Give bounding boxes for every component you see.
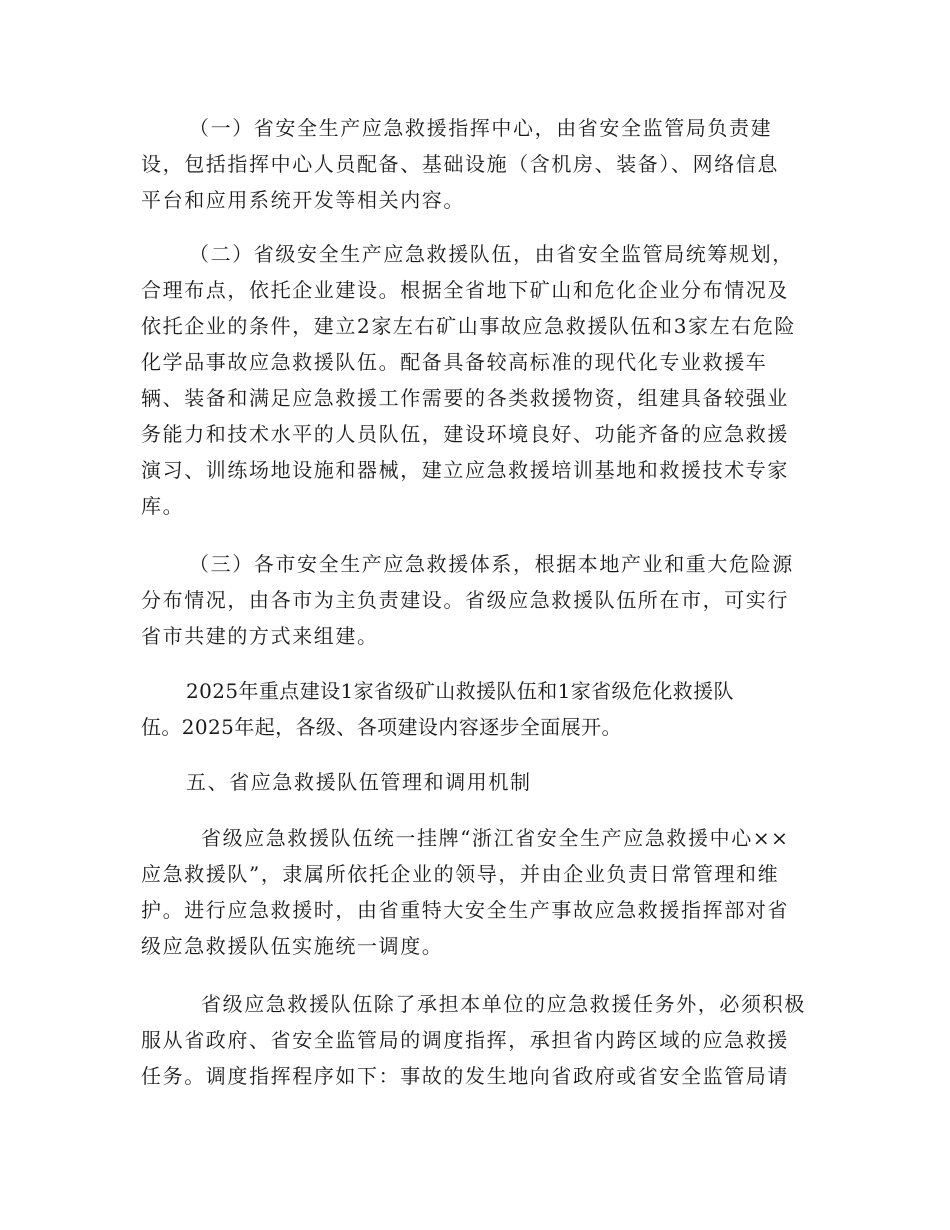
paragraph-line: 省级应急救援队伍除了承担本单位的应急救援任务外，必须积极 xyxy=(201,992,806,1016)
paragraph-line: 应急救援队”，隶属所依托企业的领导，并由企业负责日常管理和维 xyxy=(141,862,780,886)
paragraph-line: 库。 xyxy=(141,494,185,518)
paragraph-line: 演习、训练场地设施和器械，建立应急救援培训基地和救援技术专家 xyxy=(141,458,789,482)
paragraph-line: （二）省级安全生产应急救援队伍，由省安全监管局统筹规划， xyxy=(189,242,794,266)
paragraph-line: 任务。调度指挥程序如下：事故的发生地向省政府或省安全监管局请 xyxy=(141,1064,789,1088)
paragraph-line: 化学品事故应急救援队伍。配备具备较高标准的现代化专业救援车 xyxy=(141,350,768,374)
paragraph-line: 设，包括指挥中心人员配备、基础设施（含机房、装备）、网络信息 xyxy=(141,152,779,176)
paragraph-line: 省级应急救援队伍统一挂牌“浙江省安全生产应急救援中心×× xyxy=(201,826,790,850)
paragraph-line: 护。进行应急救援时，由省重特大安全生产事故应急救援指挥部对省 xyxy=(141,898,789,922)
paragraph-line: （一）省安全生产应急救援指挥中心，由省安全监管局负责建 xyxy=(189,116,773,140)
paragraph-line: 辆、装备和满足应急救援工作需要的各类救援物资，组建具备较强业 xyxy=(141,386,789,410)
paragraph-line: 务能力和技术水平的人员队伍，建设环境良好、功能齐备的应急救援 xyxy=(141,422,789,446)
paragraph-line: 伍。2025年起，各级、各项建设内容逐步全面展开。 xyxy=(141,715,622,739)
paragraph-line: 级应急救援队伍实施统一调度。 xyxy=(141,934,444,958)
section-heading-text: 五、省应急救援队伍管理和调用机制 xyxy=(186,770,532,794)
paragraph-line: 平台和应用系统开发等相关内容。 xyxy=(141,188,465,212)
paragraph-line: 服从省政府、省安全监管局的调度指挥，承担省内跨区域的应急救援 xyxy=(141,1028,789,1052)
paragraph-line: 省市共建的方式来组建。 xyxy=(141,624,379,648)
paragraph-line: 分布情况，由各市为主负责建设。省级应急救援队伍所在市，可实行 xyxy=(141,588,789,612)
paragraph-line: 依托企业的条件，建立2家左右矿山事故应急救援队伍和3家左右危险 xyxy=(141,314,797,338)
paragraph-line: 2025年重点建设1家省级矿山救援队伍和1家省级危化救援队 xyxy=(186,679,734,703)
paragraph-line: （三）各市安全生产应急救援体系，根据本地产业和重大危险源 xyxy=(189,552,794,576)
paragraph-line: 合理布点，依托企业建设。根据全省地下矿山和危化企业分布情况及 xyxy=(141,278,789,302)
